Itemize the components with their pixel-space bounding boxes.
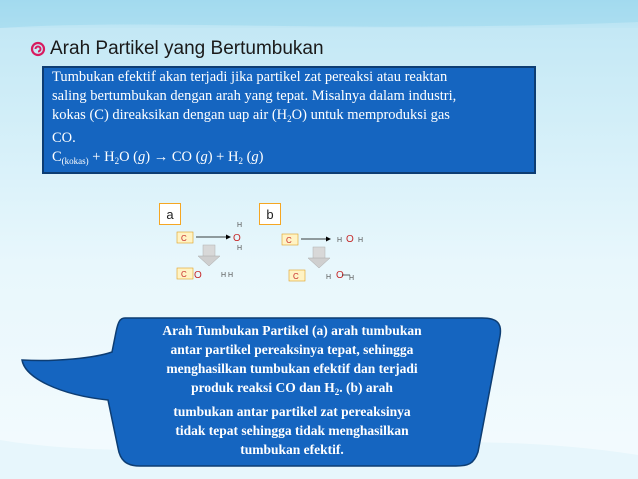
- explanation-line-1: Tumbukan efektif akan terjadi jika partikel zat pereaksi atau reaktan: [52, 69, 448, 85]
- a-bottom-c: C: [181, 270, 187, 279]
- b-bottom-h-left: H: [326, 274, 332, 281]
- b-bottom-c: C: [293, 272, 299, 281]
- diagram-label-a: a: [159, 203, 181, 225]
- a-bottom-hh: H H: [221, 272, 234, 279]
- b-top-h-left: H: [337, 237, 343, 244]
- b-bottom-h-right: H: [349, 275, 355, 282]
- b-top-h-right: H: [358, 237, 364, 244]
- a-bottom-o: O: [194, 270, 202, 281]
- a-top-o: O: [233, 233, 241, 244]
- b-top-c: C: [286, 236, 292, 245]
- explanation-line-2: saling bertumbukan dengan arah yang tepat. Misalnya dalam industri,: [52, 88, 457, 104]
- a-top-h-bottom: H: [237, 245, 243, 252]
- a-top-h-top: H: [237, 222, 243, 229]
- slide-title-text: Arah Partikel yang Bertumbukan: [50, 38, 324, 59]
- callout-line-1: Arah Tumbukan Partikel (a) arah tumbukan: [162, 323, 422, 338]
- explanation-line-4: CO.: [52, 130, 76, 146]
- explanation-line-3: kokas (C) direaksikan dengan uap air $(H_2O)$ untuk memproduksi gas: [52, 107, 450, 124]
- b-top-o: O: [346, 234, 354, 245]
- b-bottom-o: O: [336, 270, 344, 281]
- reaction-equation: $C_{(kokas)} + H_2O$ (g) → CO $(g) + H_2$ (g): [52, 149, 264, 166]
- callout-line-5: tumbukan antar partikel zat pereaksinya: [173, 404, 411, 419]
- a-top-c: C: [181, 234, 187, 243]
- callout-line-6: tidak tepat sehingga tidak menghasilkan: [175, 423, 409, 438]
- callout-line-7: tumbukan efektif.: [240, 442, 344, 457]
- callout-line-3: menghasilkan tumbukan efektif dan terjadi: [166, 361, 418, 376]
- diagram-label-b: b: [259, 203, 281, 225]
- callout-text: [108, 321, 476, 459]
- callout-line-4: produk reaksi CO dan $H_2$. (b) arah: [191, 380, 393, 397]
- callout-line-2: antar partikel pereaksinya tepat, sehingga: [170, 342, 414, 357]
